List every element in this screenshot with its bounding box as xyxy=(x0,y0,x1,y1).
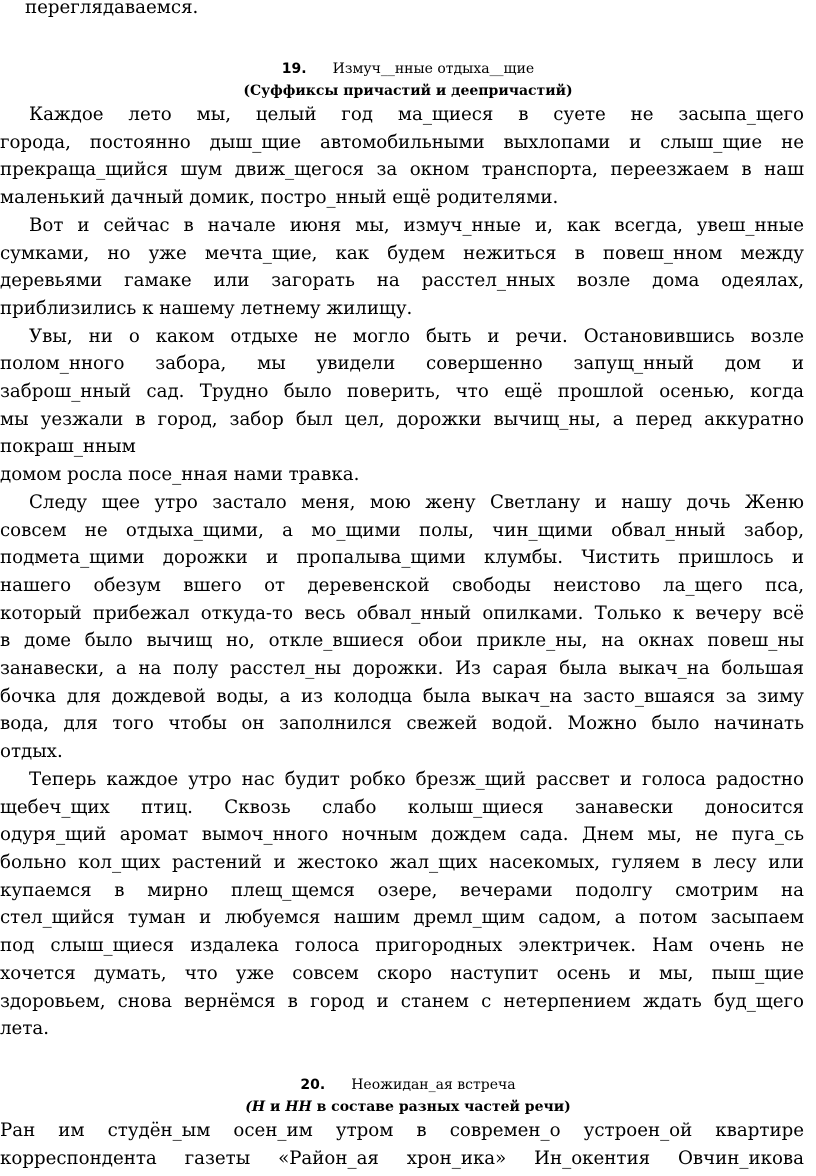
text-line: в доме было вычищ но, откле_вшиеся обои прикле_ны, на окнах повеш_ны xyxy=(0,630,804,652)
subtitle-rest: в составе разных частей речи) xyxy=(311,1099,571,1115)
text-line: приблизились к нашему летнему жилищу. xyxy=(0,297,413,319)
section-20-subtitle xyxy=(0,1097,816,1117)
text-line: заброш_нный сад. Трудно было поверить, что ещё прошлой осенью, когда xyxy=(0,381,804,403)
section-20-body xyxy=(0,1117,804,1172)
section-20-title: Неожидан_ая встреча xyxy=(351,1077,516,1093)
text-line: Увы, ни о каком отдыхе не могло быть и речи. Остановившись возле xyxy=(29,325,804,347)
text-line: полом_нного забора, мы увидели совершенно запущ_нный дом и xyxy=(0,353,804,375)
text-line: нашего обезум вшего от деревенской свободы неистово ла_щего пса, xyxy=(0,574,804,596)
text-line: под слыш_щиеся издалека голоса пригородных электричек. Нам очень не xyxy=(0,935,804,957)
top-line-text: переглядаваемся. xyxy=(25,0,199,18)
subtitle-and: и xyxy=(265,1099,286,1115)
text-line: сумками, но уже мечта_щие, как будем нежиться в повеш_нном между xyxy=(0,242,804,264)
text-line: покраш_нным xyxy=(0,436,136,458)
text-line: стел_щийся туман и любуемся нашим дремл_щим садом, а потом засыпаем xyxy=(0,907,804,929)
text-line: больно кол_щих растений и жестоко жал_щих насекомых, гуляем в лесу или xyxy=(0,851,804,873)
text-line: вода, для того чтобы он заполнился свежей водой. Можно было начинать xyxy=(0,713,804,735)
text-line: совсем не отдыха_щими, а мо_щими полы, чин_щими обвал_нный забор, xyxy=(0,519,804,541)
text-line: Теперь каждое утро нас будит робко брезж_щий рассвет и голоса радостно xyxy=(29,768,804,790)
section-19-heading xyxy=(0,59,816,79)
text-line: лета. xyxy=(0,1018,50,1040)
text-line: домом росла посе_нная нами травка. xyxy=(0,464,360,486)
text-line: Ран им студён_ым осен_им утром в современ_о устроен_ой квартире xyxy=(0,1120,804,1141)
text-line: здоровьем, снова вернёмся в город и станем с нетерпением ждать буд_щего xyxy=(0,990,804,1012)
text-line: маленький дачный домик, постро_нный ещё родителями. xyxy=(0,187,559,209)
text-line: одуря_щий аромат вымоч_нного ночным дождем сада. Днем мы, не пуга_сь xyxy=(0,824,804,846)
text-line: бочка для дождевой воды, а из колодца была выкач_на засто_вшаяся за зиму xyxy=(0,685,804,707)
text-line: прекраща_щийся шум движ_щегося за окном транспорта, переезжаем в наш xyxy=(0,159,804,181)
text-line: хочется думать, что уже совсем скоро наступит осень и мы, пыш_щие xyxy=(0,962,804,984)
text-line: Каждое лето мы, целый год ма_щиеся в суете не засыпа_щего xyxy=(29,104,804,125)
text-line: подмета_щими дорожки и пропалыва_щими клумбы. Чистить пришлось и xyxy=(0,547,804,569)
text-line: который прибежал откуда-то весь обвал_нный опилками. Только к вечеру всё xyxy=(0,602,804,624)
text-line: города, постоянно дыш_щие автомобильными выхлопами и слыш_щие не xyxy=(0,131,804,153)
section-19-subtitle: (Суффиксы причастий и деепричастий) xyxy=(243,83,573,99)
subtitle-n-italic: (Н xyxy=(245,1099,266,1115)
text-line: Вот и сейчас в начале июня мы, измуч_нные и, как всегда, увеш_нные xyxy=(29,214,804,236)
section-20-number: 20. xyxy=(300,1077,326,1093)
section-19-title: Измуч__нные отдыха__щие xyxy=(332,61,535,77)
text-line: занавески, а на полу расстел_ны дорожки. Из сарая была выкач_на большая xyxy=(0,658,804,680)
text-line: корреспондента газеты «Район_ая хрон_ика» Ин_окентия Овчин_икова xyxy=(0,1147,804,1169)
text-line: щебеч_щих птиц. Сквозь слабо колыш_щиеся занавески доносится xyxy=(0,796,804,818)
text-line: Следу щее утро застало меня, мою жену Светлану и нашу дочь Женю xyxy=(29,491,804,513)
text-line: купаемся в мирно плещ_щемся озере, вечерами подолгу смотрим на xyxy=(0,879,804,901)
text-line: мы уезжали в город, забор был цел, дорожки вычищ_ны, а перед аккуратно xyxy=(0,408,804,430)
text-line: деревьями гамаке или загорать на расстел_нных возле дома одеялах, xyxy=(0,270,804,292)
top-partial-line xyxy=(25,0,816,22)
text-line: отдых. xyxy=(0,741,63,763)
section-20-heading xyxy=(0,1075,816,1095)
subtitle-nn-italic: НН xyxy=(285,1099,312,1115)
section-19-number: 19. xyxy=(281,61,307,77)
section-19-body xyxy=(0,101,804,1043)
